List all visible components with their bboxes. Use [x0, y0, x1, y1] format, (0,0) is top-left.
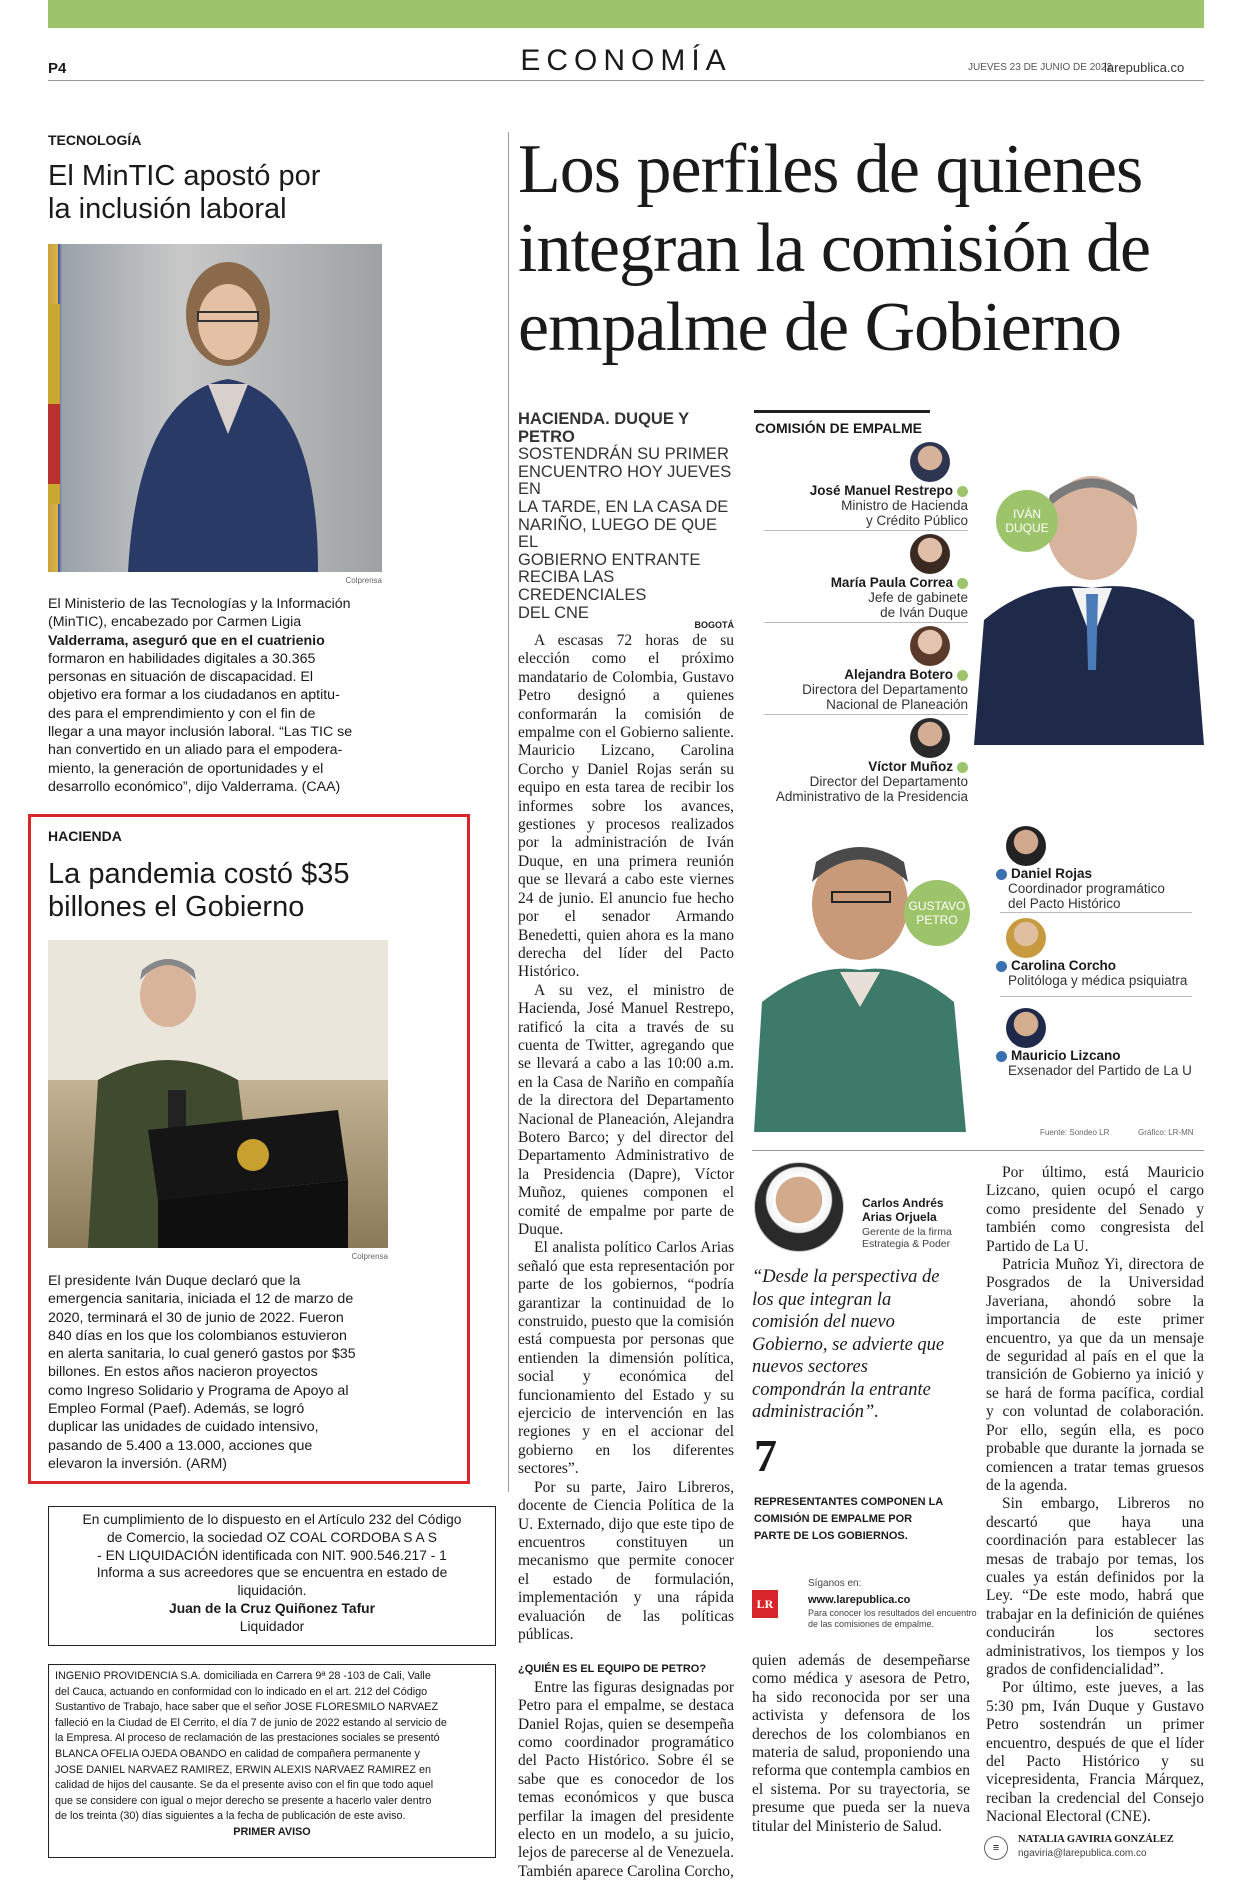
- divider: [764, 714, 968, 715]
- story1-headline-l1: El MinTIC apostó por: [48, 160, 321, 192]
- divider: [764, 622, 968, 623]
- story1-line: El Ministerio de las Tecnologías y la Información: [48, 596, 351, 612]
- divider: [764, 530, 968, 531]
- story2-line: elevaron la inversión. (ARM): [48, 1455, 227, 1472]
- notice2-line: la Empresa. Al proceso de reclamación de las prestaciones sociales se presentó: [55, 1732, 440, 1745]
- stat-line: REPRESENTANTES COMPONEN LA: [754, 1496, 944, 1508]
- main-headline-l1: Los perfiles de quienes: [518, 131, 1143, 208]
- main-para: Patricia Muñoz Yi, directora de Posgrados de la Universidad Javeriana, ahondó sobre la importancia de este primer encuentro, ya que da un mensaje de seguridad al país en el que la transición de Gobierno ya inició y se hará de forma pacífica, cordial y con voluntad de colaboración. Por ello, según ella, es poco probable que durante la jornada se comiencen a tratar temas gruesos de la agenda.: [986, 1256, 1204, 1494]
- story2-line: pasando de 5.400 a 13.000, acciones que: [48, 1437, 313, 1454]
- legal-notice-ingenio: [48, 1664, 496, 1858]
- main-col2: [752, 1652, 970, 1836]
- section-title: ECONOMÍA: [520, 44, 732, 77]
- story1-line: des para el emprendimiento y con el fin de: [48, 705, 316, 722]
- notice1-role: Liquidador: [239, 1618, 305, 1634]
- story2-line: en alerta sanitaria, lo cual generó gastos por $35: [48, 1346, 356, 1363]
- story2-kicker: HACIENDA: [48, 828, 122, 844]
- member-role: de Iván Duque: [880, 605, 968, 620]
- botero-avatar: [910, 626, 950, 666]
- story1-line: objetivo era formar a los ciudadanos en aptitu-: [48, 687, 340, 704]
- deck-line: GOBIERNO ENTRANTE: [518, 550, 701, 569]
- petro-badge: [904, 880, 970, 946]
- badge-line: DUQUE: [1005, 521, 1049, 535]
- story2-line: duplicar las unidades de cuidado intensivo,: [48, 1419, 319, 1436]
- mintic-minister-photo: [48, 244, 382, 572]
- story1-line: Valderrama, aseguró que en el cuatrienio: [48, 632, 325, 649]
- blue-dot-icon: [996, 961, 1007, 972]
- story1-line: desarrollo económico”, dijo Valderrama. (CAA): [48, 778, 341, 795]
- member-role: y Crédito Público: [865, 513, 968, 528]
- main-headline-l3: empalme de Gobierno: [518, 289, 1122, 366]
- notice1-line: - EN LIQUIDACIÓN identificada con NIT. 900.546.217 - 1: [97, 1547, 447, 1563]
- main-para: A escasas 72 horas de su elección como el próximo mandatario de Colombia, Gustavo Petro designó a quienes conformarán la comisión de empalme con el Gobierno saliente. Mauricio Lizcano, Carolina Corcho y Daniel Rojas serán su equipo en esta tarea de recibir los informes sobre los avances, gestiones y procesos realizados por la administración de Iván Duque, en una primera reunión que se llevará a cabo este viernes 24 de junio. El anuncio fue hecho por el senador Armando Benedetti, quien ahora es la mano derecha del líder del Pacto Histórico.: [518, 632, 734, 981]
- story1-line: miento, la generación de oportunidades y el: [48, 760, 324, 777]
- lizcano-avatar: [1006, 1008, 1046, 1048]
- notice1-line: liquidación.: [237, 1583, 307, 1599]
- blue-dot-icon: [996, 1051, 1007, 1062]
- issue-date: JUEVES 23 DE JUNIO DE 2022: [968, 62, 1112, 73]
- follow-line: de las comisiones de empalme.: [808, 1619, 935, 1629]
- notice2-footer: PRIMER AVISO: [233, 1825, 311, 1838]
- notice2-line: de los treinta (30) días siguientes a la fecha de publicación de este aviso.: [55, 1810, 406, 1823]
- infographic-title: COMISIÓN DE EMPALME: [755, 420, 922, 436]
- deck-line: HACIENDA. DUQUE Y PETRO: [518, 410, 689, 446]
- notice2-line: del Cauca, actuando en conformidad con lo indicado en el art. 212 del Código: [55, 1685, 428, 1698]
- notice2-line: que se considere con igual o mejor derecho se presente a hacerlo valer dentro: [55, 1794, 432, 1807]
- author-icon: ≡: [984, 1836, 1008, 1860]
- petro-team-3: [996, 1048, 1204, 1078]
- story2-line: Empleo Formal (Paef). Además, se logró: [48, 1401, 305, 1418]
- member-name: Alejandra Botero: [844, 667, 953, 682]
- member-role: Exsenador del Partido de La U: [1008, 1063, 1192, 1078]
- story1-line: (MinTIC), encabezado por Carmen Ligia: [48, 614, 302, 631]
- duque-team-2: [740, 575, 968, 620]
- story1-headline: [48, 160, 320, 226]
- badge-line: IVÁN: [1012, 507, 1041, 521]
- green-dot-icon: [957, 486, 968, 497]
- notice1-line: Informa a sus acreedores que se encuentra en estado de: [96, 1565, 448, 1581]
- story2-headline-l1: La pandemia costó $35: [48, 858, 350, 890]
- notice2-line: INGENIO PROVIDENCIA S.A. domiciliada en Carrera 9ª 28 -103 de Cali, Valle: [55, 1670, 431, 1682]
- blue-dot-icon: [996, 869, 1007, 880]
- story1-line: llegar a una mayor inclusión laboral. “Las TIC se: [48, 724, 353, 741]
- member-role: Politóloga y médica psiquiatra: [1008, 973, 1188, 988]
- stat-line: COMISIÓN DE EMPALME POR: [754, 1513, 913, 1525]
- notice2-line: calidad de hijos del causante. Se da el presente aviso con el fin que todo aquel: [55, 1779, 434, 1792]
- story1-photo-credit: Colprensa: [345, 576, 382, 585]
- main-para: Por su parte, Jairo Libreros, docente de Ciencia Política de la U. Externado, dijo que este tipo de encuentros constituyen un mecanismo que permite conocer el estado de formulación, implementación y una rápida evaluación de las políticas públicas.: [518, 1478, 734, 1643]
- petro-team-2: [996, 958, 1204, 988]
- rojas-avatar: [1006, 826, 1046, 866]
- infographic-rule: [754, 410, 930, 413]
- member-role: Ministro de Hacienda: [841, 498, 968, 513]
- story2-headline-l2: billones el Gobierno: [48, 891, 305, 923]
- story2-body: [48, 1272, 448, 1473]
- divider: [1000, 996, 1192, 997]
- main-para: Por último, este jueves, a las 5:30 pm, Iván Duque y Gustavo Petro sostendrán un primer encuentro, después de que el líder del Pacto Histórico y su vicepresidenta, Francia Márquez, reciban la credencial del Consejo Nacional Electoral (CNE).: [986, 1679, 1204, 1826]
- story1-headline-l2: la inclusión laboral: [48, 193, 287, 225]
- munoz-avatar: [910, 718, 950, 758]
- duque-team-3: [740, 667, 968, 712]
- follow-line: Para conocer los resultados del encuentro: [808, 1608, 977, 1618]
- notice2-line: falleció en la Ciudad de El Cerrito, el día 7 de junio de 2022 estando al servicio de: [55, 1716, 447, 1729]
- stat-text: [754, 1494, 943, 1545]
- duque-team-4: [740, 759, 968, 804]
- carlos-arias-avatar: [754, 1162, 844, 1252]
- notice1-line: En cumplimiento de lo dispuesto en el Artículo 232 del Código: [82, 1512, 462, 1527]
- deck-line: ENCUENTRO HOY JUEVES EN: [518, 462, 732, 499]
- member-name: María Paula Correa: [830, 575, 953, 590]
- story2-headline: [48, 858, 350, 924]
- main-deck: [518, 411, 738, 622]
- lr-logo: LR: [752, 1590, 778, 1618]
- member-name: Carolina Corcho: [1011, 958, 1117, 973]
- story1-line: han convertido en un aliado para el empodera-: [48, 742, 343, 759]
- notice2-line: BLANCA OFELIA OJEDA OBANDO en calidad de compañera permanente y: [55, 1747, 420, 1760]
- main-para: A su vez, el ministro de Hacienda, José Manuel Restrepo, ratificó la cita a través de su cuenta de Twitter, agregando que se llevará a cabo a las 10:00 a.m. en la Casa de Nariño en compañía de la directora del Departamento Nacional de Planeación, Alejandra Botero Barco; y del director del Departamento Administrativo de la Presidencia (Dapre), Víctor Muñoz, quienes componen el comité de empalme por parte de Duque.: [518, 981, 734, 1238]
- infographic-bottom-rule: [752, 1150, 1204, 1151]
- notice2-line: JOSE DANIEL NARVAEZ RAMIREZ, ERWIN ALEXIS NARVAEZ RAMIREZ en: [55, 1763, 431, 1776]
- story1-line: personas en situación de discapacidad. El: [48, 669, 314, 686]
- story2-line: emergencia sanitaria, iniciada el 12 de marzo de: [48, 1291, 354, 1308]
- deck-line: SOSTENDRÁN SU PRIMER: [518, 445, 729, 464]
- member-role: Nacional de Planeación: [826, 697, 968, 712]
- member-name: José Manuel Restrepo: [809, 483, 953, 498]
- infographic-graphic-credit: Gráfico: LR-MN: [1138, 1128, 1194, 1137]
- story2-line: como Ingreso Solidario y Programa de Apoyo al: [48, 1382, 349, 1399]
- story2-photo-credit: Colprensa: [351, 1252, 388, 1261]
- deck-line: NARIÑO, LUEGO DE QUE EL: [518, 515, 717, 552]
- green-dot-icon: [957, 578, 968, 589]
- deck-line: RECIBA LAS CREDENCIALES: [518, 568, 647, 604]
- correa-avatar: [910, 534, 950, 574]
- duque-team-1: [740, 483, 968, 528]
- follow-site-link[interactable]: www.larepublica.co: [808, 1594, 911, 1606]
- duque-badge: [996, 490, 1058, 552]
- main-headline-l2: integran la comisión de: [518, 210, 1151, 287]
- member-name: Víctor Muñoz: [868, 759, 953, 774]
- deck-line: DEL CNE: [518, 603, 589, 622]
- member-role: Director del Departamento: [809, 774, 968, 789]
- corcho-avatar: [1006, 918, 1046, 958]
- notice1-signer: Juan de la Cruz Quiñonez Tafur: [169, 1600, 375, 1616]
- notice1-line: de Comercio, la sociedad OZ COAL CORDOBA S A S: [107, 1529, 437, 1545]
- main-col3: [986, 1164, 1204, 1827]
- stat-number: 7: [754, 1430, 777, 1481]
- site-url[interactable]: larepublica.co: [1104, 60, 1185, 75]
- story2-line: 840 días en los que los colombianos estuvieron: [48, 1327, 347, 1344]
- story2-line: billones. En estos años nacieron proyectos: [48, 1364, 318, 1381]
- story1-kicker: TECNOLOGÍA: [48, 132, 142, 148]
- stat-line: PARTE DE LOS GOBIERNOS.: [754, 1530, 908, 1542]
- gustavo-petro-photo: [754, 832, 986, 1132]
- quote-role-l1: Gerente de la firma: [862, 1226, 952, 1238]
- petro-figure-icon: [754, 832, 986, 1132]
- main-para: quien además de desempeñarse como médica y asesora de Petro, ha sido reconocida por ser una activista y defensora de los derechos de los colombianos en materia de salud, proponiendo una reforma que contempla cambios en el sistema. Por su trayectoria, se presume que pueda ser la nueva titular del Ministerio de Salud.: [752, 1652, 970, 1835]
- quote-name-l1: Carlos Andrés: [862, 1196, 944, 1210]
- main-col1: [518, 632, 734, 1881]
- quote-author-name: [862, 1196, 944, 1224]
- member-role: Jefe de gabinete: [868, 590, 968, 605]
- minister-figure-icon: [48, 244, 382, 572]
- duque-podium-photo: [48, 940, 388, 1248]
- quote-name-l2: Arias Orjuela: [862, 1210, 937, 1224]
- dateline: BOGOTÁ: [694, 620, 734, 630]
- member-role: Coordinador programático: [1008, 881, 1165, 896]
- story2-line: El presidente Iván Duque declaró que la: [48, 1273, 301, 1289]
- member-role: del Pacto Histórico: [1008, 896, 1121, 911]
- main-para: El analista político Carlos Arias señaló que esta representación por parte de los gobiernos, “podría garantizar la continuidad de lo construido, puesto que la comisión está compuesta por personas que entienden la dimensión política, social y económica del funcionamiento del Estado y su ejercicio de intervención en las regiones y en el accionar del gobierno en los diferentes sectores”.: [518, 1239, 734, 1478]
- follow-label: Síganos en:: [808, 1578, 862, 1589]
- story1-line: formaron en habilidades digitales a 30.365: [48, 650, 316, 667]
- petro-team-1: [996, 866, 1204, 911]
- story2-line: 2020, terminará el 30 de junio de 2022. Fueron: [48, 1309, 344, 1326]
- green-dot-icon: [957, 670, 968, 681]
- green-dot-icon: [957, 762, 968, 773]
- quote-role-l2: Estrategia & Poder: [862, 1238, 951, 1250]
- follow-text: [808, 1608, 977, 1630]
- badge-line: GUSTAVO: [908, 899, 966, 913]
- notice2-line: Sustantivo de Trabajo, hace saber que el señor JOSE FLORESMILO NARVAEZ: [55, 1701, 439, 1714]
- restrepo-avatar: [910, 442, 950, 482]
- infographic-source: Fuente: Sondeo LR: [1040, 1128, 1110, 1137]
- badge-line: PETRO: [916, 913, 958, 927]
- main-headline: [518, 130, 1218, 367]
- author-email[interactable]: ngaviria@larepublica.com.co: [1018, 1848, 1147, 1859]
- author-name: NATALIA GAVIRIA GONZÁLEZ: [1018, 1834, 1174, 1845]
- deck-line: LA TARDE, EN LA CASA DE: [518, 497, 729, 516]
- quote-author-role: [862, 1226, 952, 1250]
- main-para: Sin embargo, Libreros no descartó que haya una coordinación para establecer las mesas de trabajo por temas, los cuales ya están definidos por la Ley. “De este modo, habrá que trabajar en la definición de quiénes conducirán los sectores administrativos, los tiempos y los grados de confidencialidad”.: [986, 1495, 1204, 1678]
- member-role: Directora del Departamento: [802, 682, 968, 697]
- podium-figure-icon: [48, 940, 388, 1248]
- pull-quote: “Desde la perspectiva de los que integran la comisión del nuevo Gobierno, se advierte que nuevos sectores compondrán la entrante administración”.: [752, 1267, 945, 1422]
- header-rule: [48, 80, 1204, 81]
- main-subhead: ¿QUIÉN ES EL EQUIPO DE PETRO?: [518, 1663, 707, 1676]
- member-name: Mauricio Lizcano: [1011, 1048, 1121, 1063]
- main-para: Entre las figuras designadas por Petro para el empalme, se destaca Daniel Rojas, quien se desempeña como coordinador programático del Pacto Histórico. Sobre él se sabe que es conocedor de los temas económicos y que busca perfilar la imagen del presidente electo en un modelo, a su juicio, lejos de parecerse al de Venezuela. También aparece Carolina Corcho,: [518, 1678, 734, 1880]
- divider: [1000, 912, 1192, 913]
- legal-notice-liquidation: [48, 1506, 496, 1646]
- column-divider: [508, 132, 509, 1492]
- main-para: Por último, está Mauricio Lizcano, quien ocupó el cargo como presidente del Senado y también como congresista del Partido de La U.: [986, 1164, 1204, 1255]
- member-role: Administrativo de la Presidencia: [775, 789, 968, 804]
- story1-body: [48, 595, 418, 796]
- page-number: P4: [48, 60, 67, 77]
- top-color-bar: [48, 0, 1204, 28]
- member-name: Daniel Rojas: [1011, 866, 1093, 881]
